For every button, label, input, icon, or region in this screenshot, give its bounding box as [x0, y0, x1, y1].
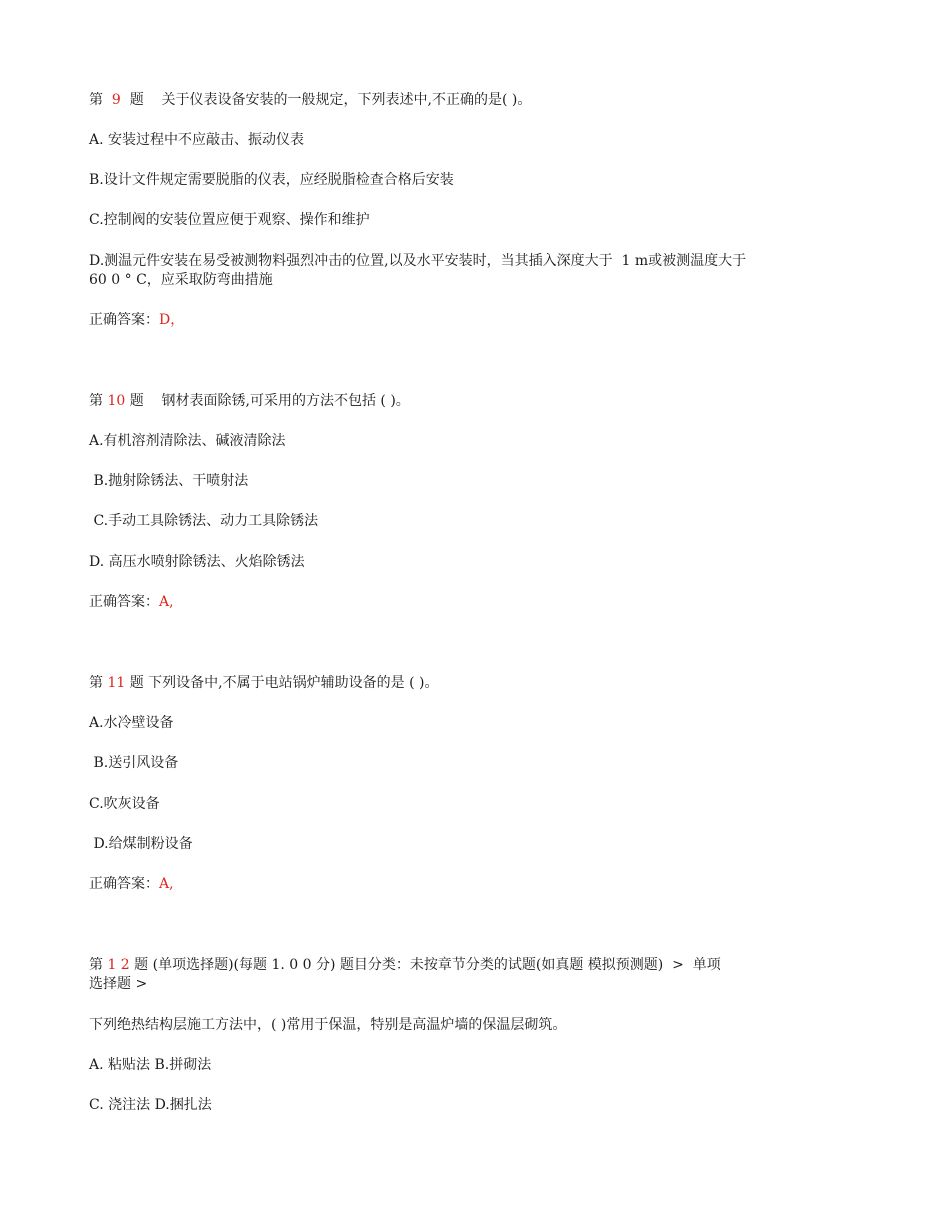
question-prefix: 第 — [89, 675, 108, 691]
question-number: 10 — [107, 393, 126, 409]
question-text: 题 (单项选择题)(每题 1. 0 0 分) 题目分类：未按章节分类的试题(如真题 模拟预测题) > 单项 — [129, 957, 721, 973]
question-9-option-d-line2: 60 0 ° C，应采取防弯曲措施 — [89, 272, 273, 288]
question-11-header — [89, 674, 438, 692]
question-11-option-a: A.水冷壁设备 — [89, 715, 174, 731]
answer-value: A, — [159, 594, 174, 610]
question-12-header-line2: 选择题 > — [89, 976, 148, 992]
question-12-options-ab: A. 粘贴法 B.拼砌法 — [89, 1057, 212, 1073]
question-prefix: 第 — [89, 957, 108, 973]
question-10-option-d: D. 高压水喷射除锈法、火焰除锈法 — [89, 554, 305, 570]
question-number: 1 2 — [107, 957, 130, 973]
question-9-answer — [89, 311, 184, 329]
answer-label: 正确答案： — [89, 594, 159, 610]
question-text: 题 关于仪表设备安装的一般规定，下列表述中,不正确的是( )。 — [120, 92, 532, 108]
question-10-option-c: C.手动工具除锈法、动力工具除锈法 — [89, 513, 319, 529]
answer-value: A, — [159, 876, 174, 892]
question-prefix: 第 — [89, 393, 108, 409]
question-number: 9 — [111, 92, 121, 108]
question-text: 题 钢材表面除锈,可采用的方法不包括 ( )。 — [125, 393, 410, 409]
question-11-option-b: B.送引风设备 — [89, 755, 179, 771]
question-12-header — [89, 956, 721, 974]
question-text: 题 下列设备中,不属于电站锅炉辅助设备的是 ( )。 — [125, 675, 439, 691]
question-10-option-b: B.抛射除锈法、干喷射法 — [89, 473, 249, 489]
answer-label: 正确答案： — [89, 876, 159, 892]
question-prefix: 第 — [89, 92, 112, 108]
question-9-option-b: B.设计文件规定需要脱脂的仪表，应经脱脂检查合格后安装 — [89, 172, 454, 188]
question-9-option-d-line1: D.测温元件安装在易受被测物料强烈冲击的位置,以及水平安装时，当其插入深度大于 1 m或被测温度大于 — [89, 253, 747, 269]
question-12-stem: 下列绝热结构层施工方法中，( )常用于保温，特别是高温炉墙的保温层砌筑。 — [89, 1017, 567, 1033]
question-10-option-a: A.有机溶剂清除法、碱液清除法 — [89, 433, 286, 449]
answer-label: 正确答案： — [89, 312, 159, 328]
question-9-option-a: A. 安装过程中不应敲击、振动仪表 — [89, 132, 305, 148]
question-11-option-c: C.吹灰设备 — [89, 796, 160, 812]
question-9-option-c: C.控制阀的安装位置应便于观察、操作和维护 — [89, 212, 370, 228]
question-10-header — [89, 392, 410, 410]
question-9-header — [89, 91, 531, 109]
question-10-answer — [89, 593, 174, 611]
answer-value: D， — [159, 312, 185, 328]
question-11-answer — [89, 875, 174, 893]
question-11-option-d: D.给煤制粉设备 — [89, 836, 193, 852]
question-12-options-cd: C. 浇注法 D.捆扎法 — [89, 1097, 212, 1113]
question-number: 11 — [107, 675, 126, 691]
